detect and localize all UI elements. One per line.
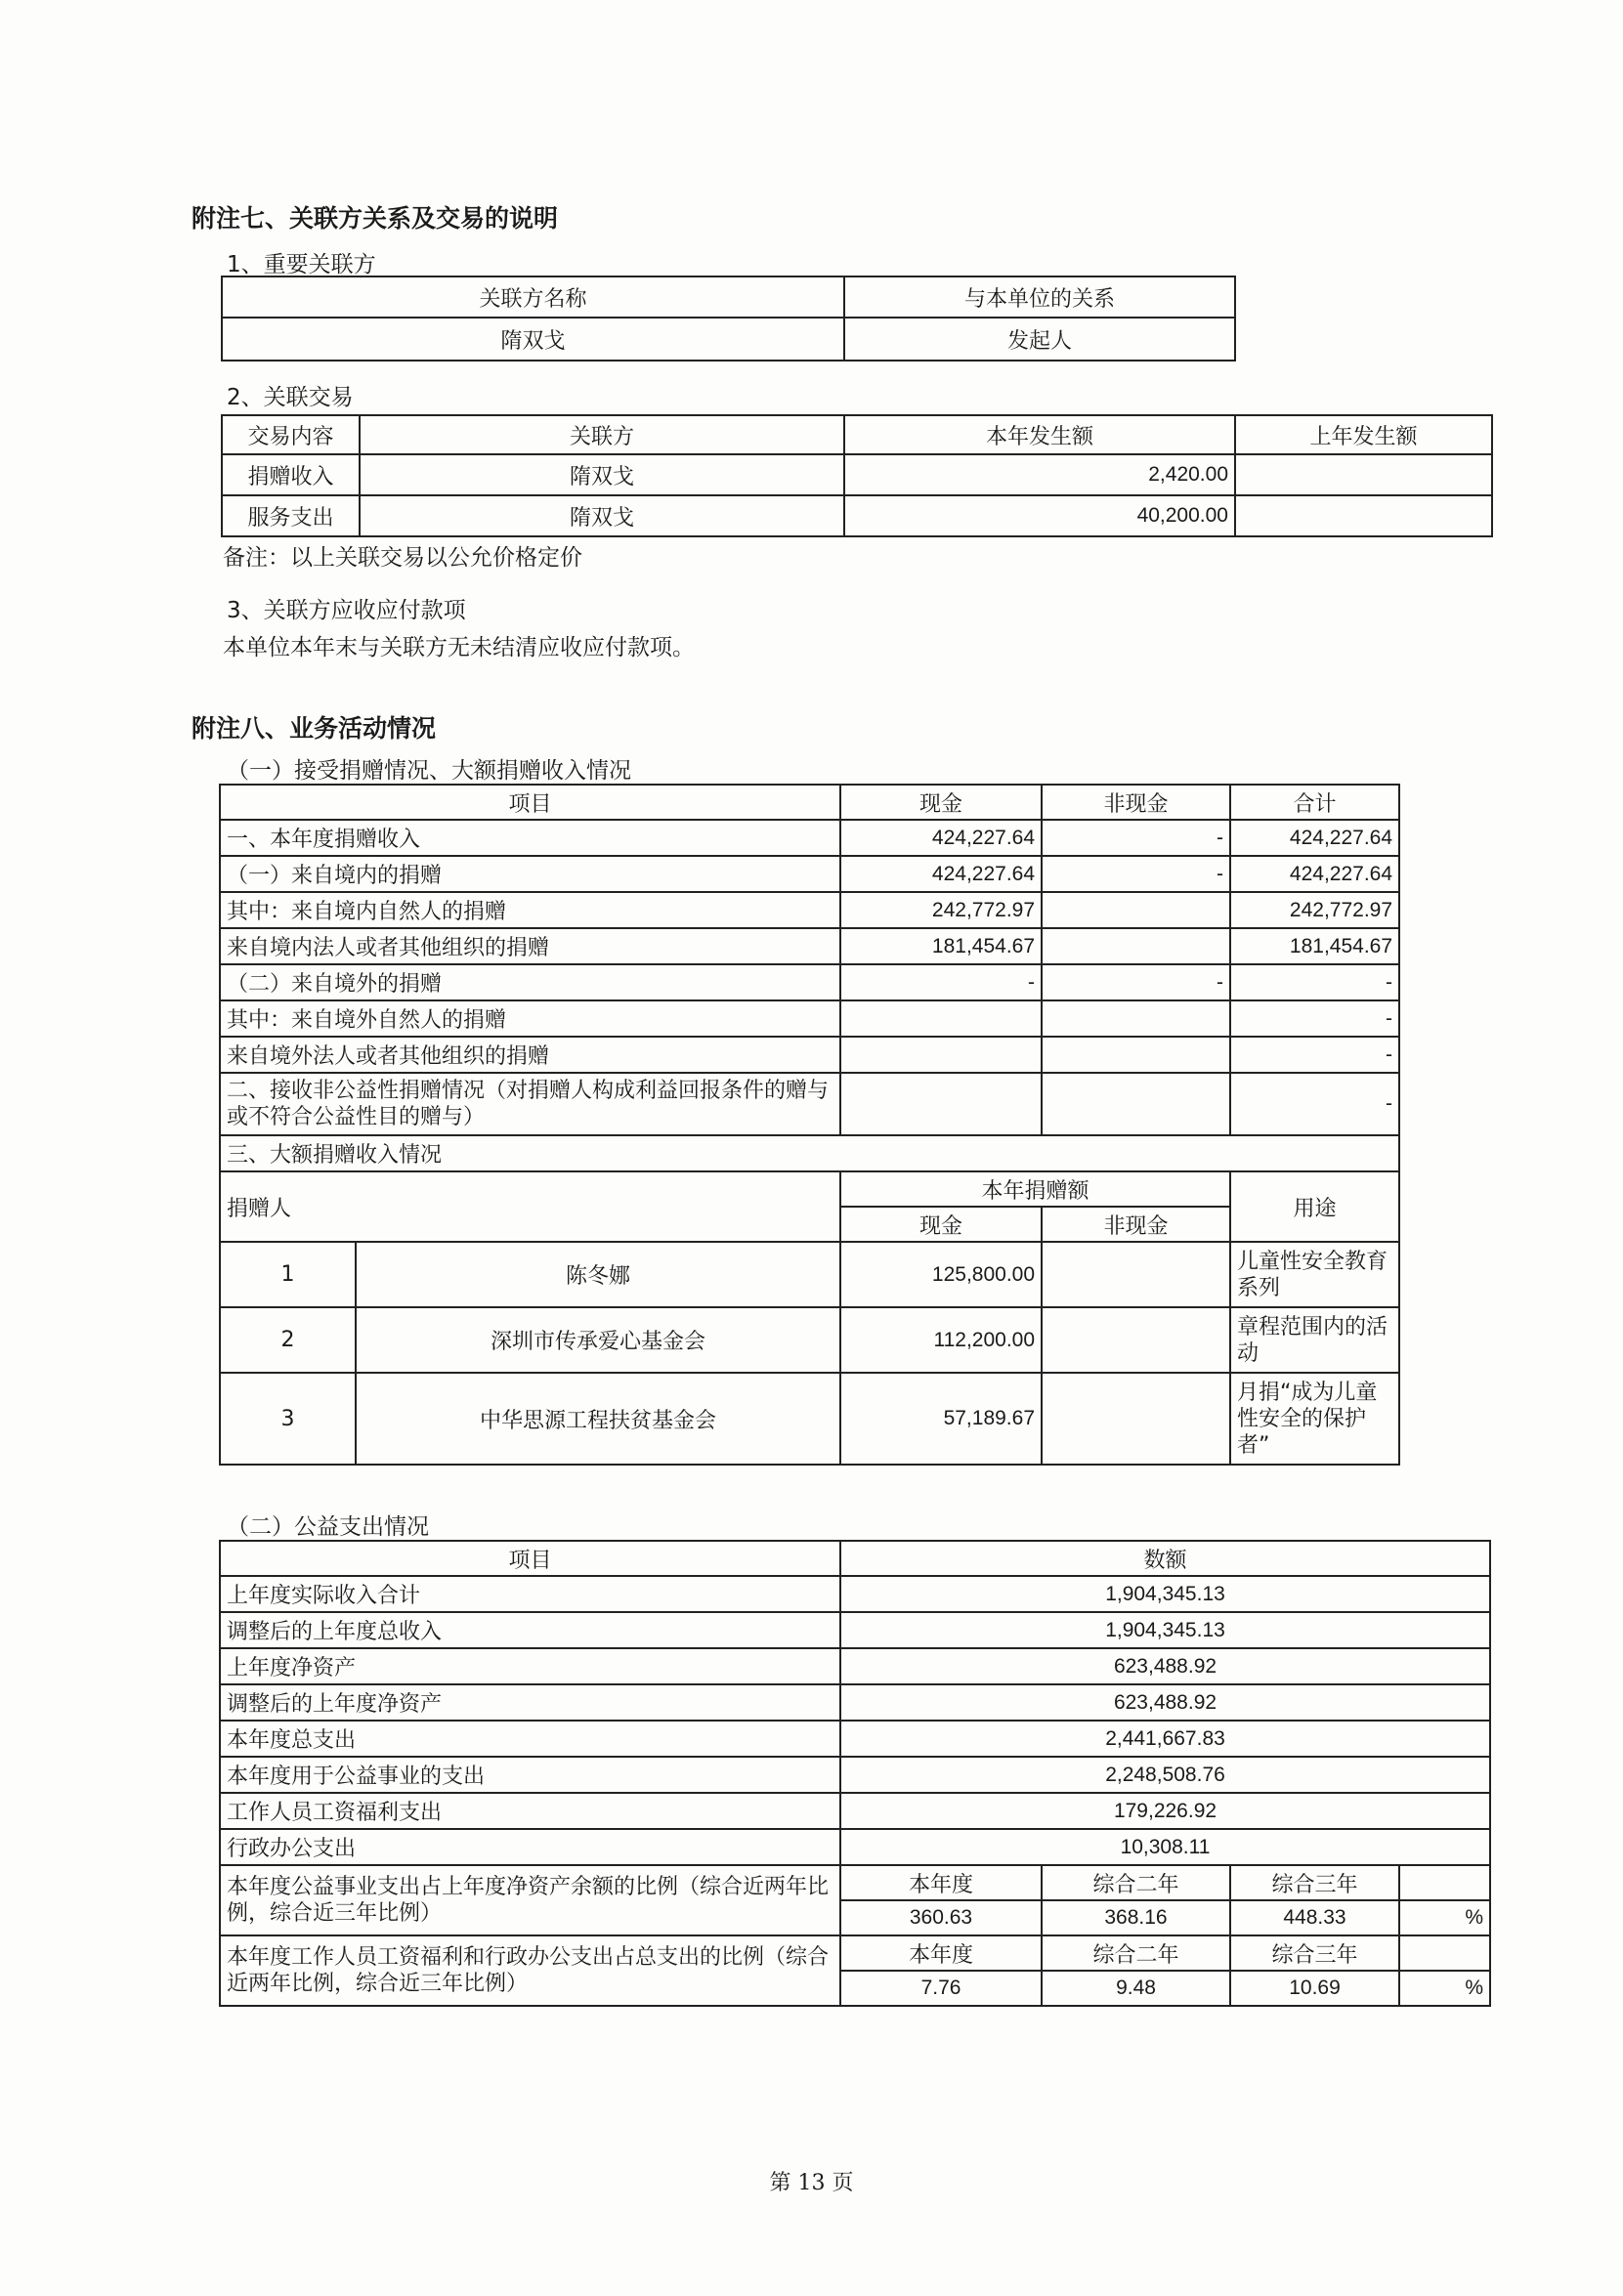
noncash-cell: -: [1042, 856, 1230, 892]
ratio-label: 本年度工作人员工资福利和行政办公支出占总支出的比例（综合近两年比例，综合近三年比例）: [220, 1935, 840, 2006]
noncash-cell: -: [1042, 820, 1230, 856]
spending-amount-cell: 179,226.92: [840, 1793, 1490, 1829]
spending-amount-cell: 1,904,345.13: [840, 1612, 1490, 1648]
header-party-name: 关联方名称: [222, 276, 844, 318]
related-transactions-title: 2、关联交易: [227, 385, 354, 410]
donation-noncash-cell: [1042, 1373, 1230, 1465]
header-item: 项目: [220, 785, 840, 820]
donor-index-cell: 1: [220, 1242, 356, 1307]
header-relationship: 与本单位的关系: [844, 276, 1235, 318]
spending-item-label: 工作人员工资福利支出: [220, 1793, 840, 1829]
spending-item-label: 行政办公支出: [220, 1829, 840, 1865]
donation-item-label: （二）来自境外的捐赠: [220, 964, 840, 1000]
total-cell: 181,454.67: [1230, 928, 1399, 964]
donor-index-cell: 3: [220, 1373, 356, 1465]
spending-amount-cell: 2,441,667.83: [840, 1721, 1490, 1757]
header-noncash: 非现金: [1042, 1207, 1230, 1242]
header-two-year: 综合二年: [1042, 1865, 1230, 1900]
header-purpose: 用途: [1230, 1171, 1399, 1242]
relationship-cell: 发起人: [844, 318, 1235, 361]
donation-purpose-cell: 月捐“成为儿童性安全的保护者”: [1230, 1373, 1399, 1465]
large-donations-section-title: 三、大额捐赠收入情况: [220, 1135, 1399, 1171]
spending-item-label: 上年度实际收入合计: [220, 1576, 840, 1612]
cash-cell: 424,227.64: [840, 856, 1042, 892]
header-donor: 捐赠人: [220, 1171, 840, 1242]
spending-item-label: 调整后的上年度总收入: [220, 1612, 840, 1648]
cash-cell: [840, 1000, 1042, 1037]
spending-item-label: 本年度总支出: [220, 1721, 840, 1757]
cash-cell: [840, 1037, 1042, 1073]
header-total: 合计: [1230, 785, 1399, 820]
transactions-remark: 备注：以上关联交易以公允价格定价: [223, 545, 582, 571]
transaction-type-cell: 捐赠收入: [222, 454, 360, 495]
ratio-value-cell: 368.16: [1042, 1900, 1230, 1935]
spending-amount-cell: 2,248,508.76: [840, 1757, 1490, 1793]
header-cash: 现金: [840, 1207, 1042, 1242]
noncash-cell: -: [1042, 964, 1230, 1000]
note7-title: 附注七、关联方关系及交易的说明: [192, 204, 559, 233]
noncash-cell: [1042, 1073, 1230, 1135]
donor-name-cell: 深圳市传承爱心基金会: [356, 1307, 840, 1373]
ratio-label: 本年度公益事业支出占上年度净资产余额的比例（综合近两年比例，综合近三年比例）: [220, 1865, 840, 1935]
ratio-value-cell: 360.63: [840, 1900, 1042, 1935]
ratio-value-cell: 10.69: [1230, 1971, 1399, 2006]
header-three-year: 综合三年: [1230, 1865, 1399, 1900]
spending-amount-cell: 10,308.11: [840, 1829, 1490, 1865]
header-prior-year: 上年发生额: [1235, 415, 1492, 454]
spending-amount-cell: 1,904,345.13: [840, 1576, 1490, 1612]
empty-cell: [1399, 1865, 1490, 1900]
transaction-party-cell: 隋双戈: [360, 454, 844, 495]
ratio-value-cell: 9.48: [1042, 1971, 1230, 2006]
prior-year-amount-cell: [1235, 495, 1492, 536]
header-cash: 现金: [840, 785, 1042, 820]
donations-title: （一）接受捐赠情况、大额捐赠收入情况: [227, 758, 631, 784]
ratio-value-cell: 448.33: [1230, 1900, 1399, 1935]
donor-name-cell: 陈冬娜: [356, 1242, 840, 1307]
total-cell: -: [1230, 1073, 1399, 1135]
current-year-amount-cell: 2,420.00: [844, 454, 1235, 495]
cash-cell: 181,454.67: [840, 928, 1042, 964]
spending-item-label: 调整后的上年度净资产: [220, 1684, 840, 1721]
cash-cell: [840, 1073, 1042, 1135]
percent-unit: %: [1399, 1971, 1490, 2006]
noncash-cell: [1042, 892, 1230, 928]
header-item: 项目: [220, 1541, 840, 1576]
ratio-value-cell: 7.76: [840, 1971, 1042, 2006]
donation-item-label: 一、本年度捐赠收入: [220, 820, 840, 856]
total-cell: -: [1230, 1000, 1399, 1037]
total-cell: -: [1230, 964, 1399, 1000]
cash-cell: 242,772.97: [840, 892, 1042, 928]
donation-cash-cell: 125,800.00: [840, 1242, 1042, 1307]
cash-cell: 424,227.64: [840, 820, 1042, 856]
donation-cash-cell: 57,189.67: [840, 1373, 1042, 1465]
prior-year-amount-cell: [1235, 454, 1492, 495]
transaction-party-cell: 隋双戈: [360, 495, 844, 536]
spending-item-label: 本年度用于公益事业的支出: [220, 1757, 840, 1793]
empty-cell: [1399, 1935, 1490, 1971]
percent-unit: %: [1399, 1900, 1490, 1935]
header-annual-donation: 本年捐赠额: [840, 1171, 1230, 1207]
header-two-year: 综合二年: [1042, 1935, 1230, 1971]
donation-item-label: （一）来自境内的捐赠: [220, 856, 840, 892]
noncash-cell: [1042, 1000, 1230, 1037]
receivables-text: 本单位本年末与关联方无未结清应收应付款项。: [223, 635, 695, 660]
header-current-year: 本年度: [840, 1935, 1042, 1971]
noncash-cell: [1042, 1037, 1230, 1073]
header-related-party: 关联方: [360, 415, 844, 454]
spending-amount-cell: 623,488.92: [840, 1684, 1490, 1721]
donations-table: [219, 784, 1400, 1466]
donation-noncash-cell: [1042, 1307, 1230, 1373]
total-cell: 242,772.97: [1230, 892, 1399, 928]
header-amount: 数额: [840, 1541, 1490, 1576]
total-cell: 424,227.64: [1230, 856, 1399, 892]
spending-amount-cell: 623,488.92: [840, 1648, 1490, 1684]
cash-cell: -: [840, 964, 1042, 1000]
noncash-cell: [1042, 928, 1230, 964]
party-name-cell: 隋双戈: [222, 318, 844, 361]
donation-item-label: 其中：来自境外自然人的捐赠: [220, 1000, 840, 1037]
donation-item-label: 其中：来自境内自然人的捐赠: [220, 892, 840, 928]
spending-item-label: 上年度净资产: [220, 1648, 840, 1684]
total-cell: 424,227.64: [1230, 820, 1399, 856]
charity-spending-title: （二）公益支出情况: [227, 1514, 429, 1540]
related-transactions-table: [221, 414, 1493, 537]
header-three-year: 综合三年: [1230, 1935, 1399, 1971]
donor-index-cell: 2: [220, 1307, 356, 1373]
page-number: 第 13 页: [769, 2171, 854, 2195]
donation-purpose-cell: 章程范围内的活动: [1230, 1307, 1399, 1373]
transaction-type-cell: 服务支出: [222, 495, 360, 536]
note8-title: 附注八、业务活动情况: [192, 714, 437, 743]
donation-item-label: 来自境外法人或者其他组织的捐赠: [220, 1037, 840, 1073]
donation-cash-cell: 112,200.00: [840, 1307, 1042, 1373]
receivables-title: 3、关联方应收应付款项: [227, 598, 466, 623]
header-noncash: 非现金: [1042, 785, 1230, 820]
donation-noncash-cell: [1042, 1242, 1230, 1307]
related-parties-title: 1、重要关联方: [227, 252, 376, 277]
donation-purpose-cell: 儿童性安全教育系列: [1230, 1242, 1399, 1307]
charity-spending-table: [219, 1540, 1491, 2007]
noncharitable-donation-label: 二、接收非公益性捐赠情况（对捐赠人构成利益回报条件的赠与或不符合公益性目的赠与）: [220, 1073, 840, 1135]
total-cell: -: [1230, 1037, 1399, 1073]
header-current-year: 本年发生额: [844, 415, 1235, 454]
header-transaction-content: 交易内容: [222, 415, 360, 454]
donor-name-cell: 中华思源工程扶贫基金会: [356, 1373, 840, 1465]
donation-item-label: 来自境内法人或者其他组织的捐赠: [220, 928, 840, 964]
current-year-amount-cell: 40,200.00: [844, 495, 1235, 536]
related-parties-table: [221, 276, 1236, 361]
header-current-year: 本年度: [840, 1865, 1042, 1900]
